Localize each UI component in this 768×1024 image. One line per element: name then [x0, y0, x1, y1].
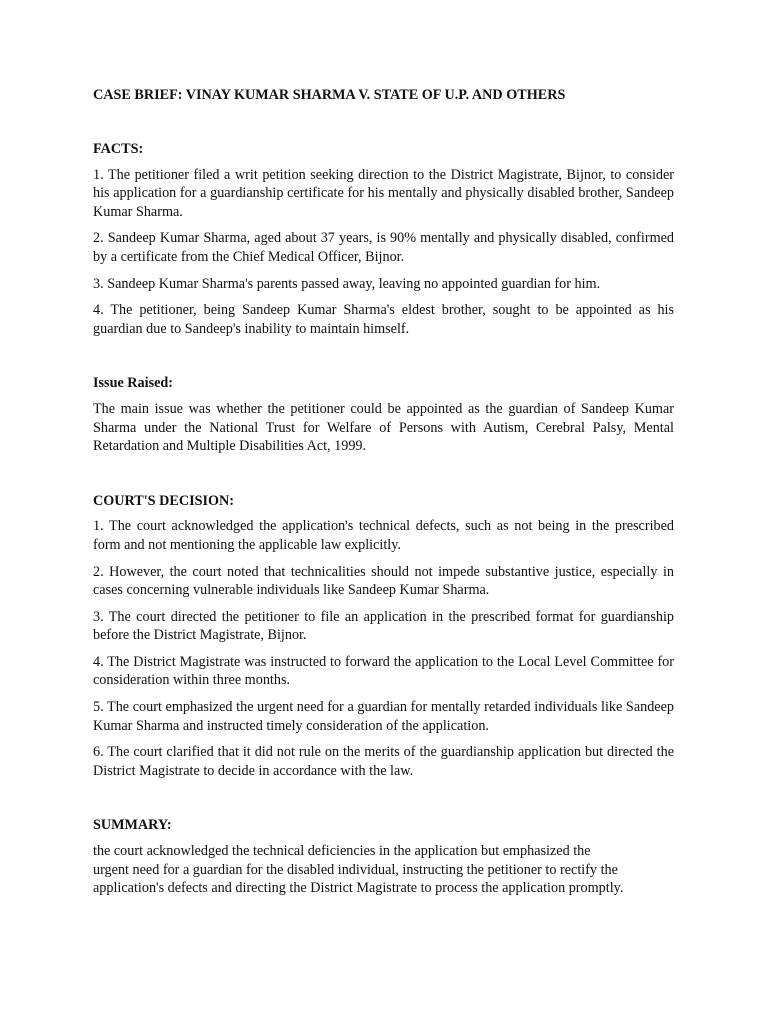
decision-paragraph-6: 6. The court clarified that it did not rule on the merits of the guardianship application but directed the District Magistrate to decide in accordance with the law. [93, 744, 674, 779]
facts-paragraph-2: 2. Sandeep Kumar Sharma, aged about 37 years, is 90% mentally and physically disabled, confirmed by a certificate from the Chief Medical Officer, Bijnor. [93, 230, 674, 265]
summary-line-2: urgent need for a guardian for the disabled individual, instructing the petitioner to rectify the [93, 861, 618, 878]
facts-section [93, 140, 674, 338]
decision-heading: COURT'S DECISION: [93, 492, 235, 509]
facts-paragraph-4: 4. The petitioner, being Sandeep Kumar Sharma's eldest brother, sought to be appointed as his guardian due to Sandeep's inability to maintain himself. [93, 302, 674, 337]
decision-paragraph-4: 4. The District Magistrate was instructed to forward the application to the Local Level Committee for consideration within three months. [93, 653, 674, 689]
summary-text [93, 842, 674, 898]
decision-paragraph-1: 1. The court acknowledged the application's technical defects, such as not being in the prescribed form and not mentioning the applicable law explicitly. [93, 518, 674, 553]
facts-heading: FACTS: [93, 141, 144, 157]
facts-paragraph-3: 3. Sandeep Kumar Sharma's parents passed away, leaving no appointed guardian for him. [93, 275, 601, 292]
summary-section [93, 816, 674, 897]
decision-paragraph-2: 2. However, the court noted that technicalities should not impede substantive justice, especially in cases concerning vulnerable individuals like Sandeep Kumar Sharma. [93, 563, 674, 599]
facts-paragraph-1: 1. The petitioner filed a writ petition seeking direction to the District Magistrate, Bijnor, to consider his application for a guardianship certificate for his mentally and physically disabled brother, Sandeep Kumar Sharma. [93, 166, 674, 220]
decision-paragraph-5: 5. The court emphasized the urgent need for a guardian for mentally retarded individuals like Sandeep Kumar Sharma and instructed timely consideration of the application. [93, 699, 674, 734]
summary-heading: SUMMARY: [93, 817, 172, 834]
summary-line-1: the court acknowledged the technical deficiencies in the application but emphasized the [93, 843, 591, 860]
issue-heading: Issue Raised: [93, 375, 174, 392]
decision-paragraph-3: 3. The court directed the petitioner to file an application in the prescribed format for guardianship before the District Magistrate, Bijnor. [93, 608, 674, 644]
document-title: CASE BRIEF: VINAY KUMAR SHARMA V. STATE OF U.P. AND OTHERS [93, 87, 566, 103]
issue-section [93, 374, 674, 455]
decision-section [93, 492, 674, 781]
issue-paragraph: The main issue was whether the petitioner could be appointed as the guardian of Sandeep Kumar Sharma under the National Trust for Welfare of Persons with Autism, Cerebral Palsy, Mental Retardation and Multiple Disabilities Act, 1999. [93, 400, 674, 455]
summary-line-3: application's defects and directing the District Magistrate to process the application promptly. [93, 880, 624, 897]
document-page [93, 86, 674, 898]
